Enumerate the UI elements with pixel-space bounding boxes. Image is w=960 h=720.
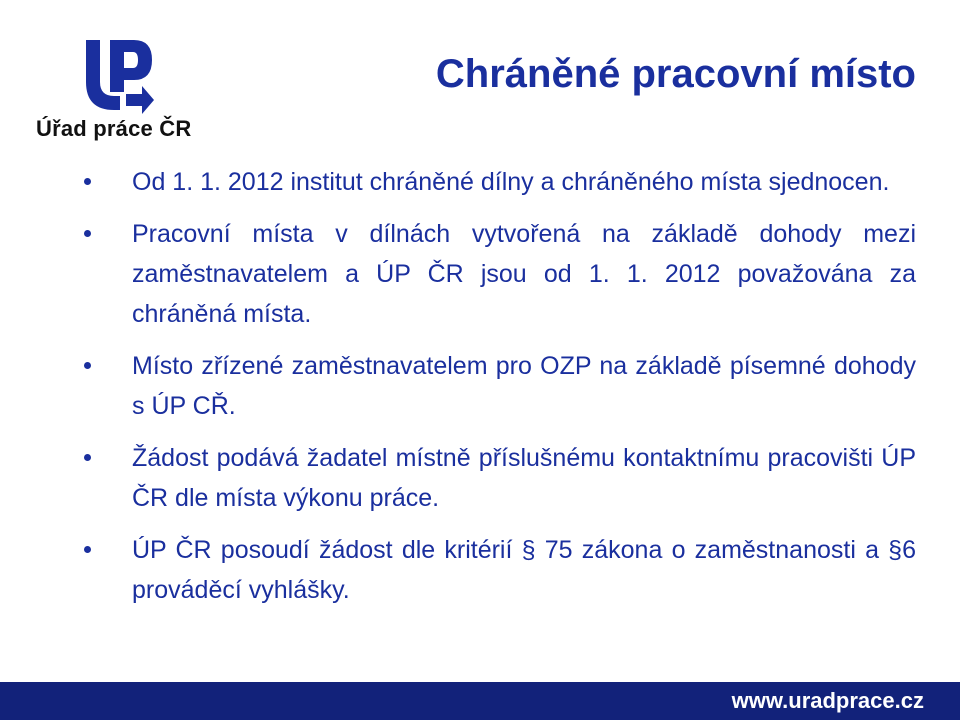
bullet-text: Pracovní místa v dílnách vytvořená na základě dohody mezi zaměstnavatelem a ÚP ČR jsou od 1. 1. 2012 považována za chráněná místa. [132,220,916,328]
bullet-text: Od 1. 1. 2012 institut chráněné dílny a chráněného místa sjednocen. [132,168,890,196]
bullet-dot-icon [84,454,91,461]
footer-url-link[interactable]: www.uradprace.cz [731,688,924,713]
bullet-dot-icon [84,362,91,369]
bullet-text: Místo zřízené zaměstnavatelem pro OZP na základě písemné dohody s ÚP CŘ. [132,352,916,420]
bullet-list [84,162,916,622]
up-logo-icon [82,34,156,114]
logo [36,34,196,146]
logo-text: Úřad práce ČR [36,116,192,141]
bullet-text: Žádost podává žadatel místně příslušnému kontaktnímu pracovišti ÚP ČR dle místa výkonu práce. [132,444,916,512]
bullet-dot-icon [84,230,91,237]
page-title: Chráněné pracovní místo [435,52,916,96]
bullet-item [84,530,916,610]
bullet-item [84,214,916,334]
bullet-dot-icon [84,546,91,553]
bullet-item [84,438,916,518]
bullet-dot-icon [84,178,91,185]
bullet-item [84,346,916,426]
footer-bar [0,682,960,720]
bullet-item [84,162,916,202]
bullet-text: ÚP ČR posoudí žádost dle kritérií § 75 zákona o zaměstnanosti a §6 prováděcí vyhlášky. [132,536,916,604]
